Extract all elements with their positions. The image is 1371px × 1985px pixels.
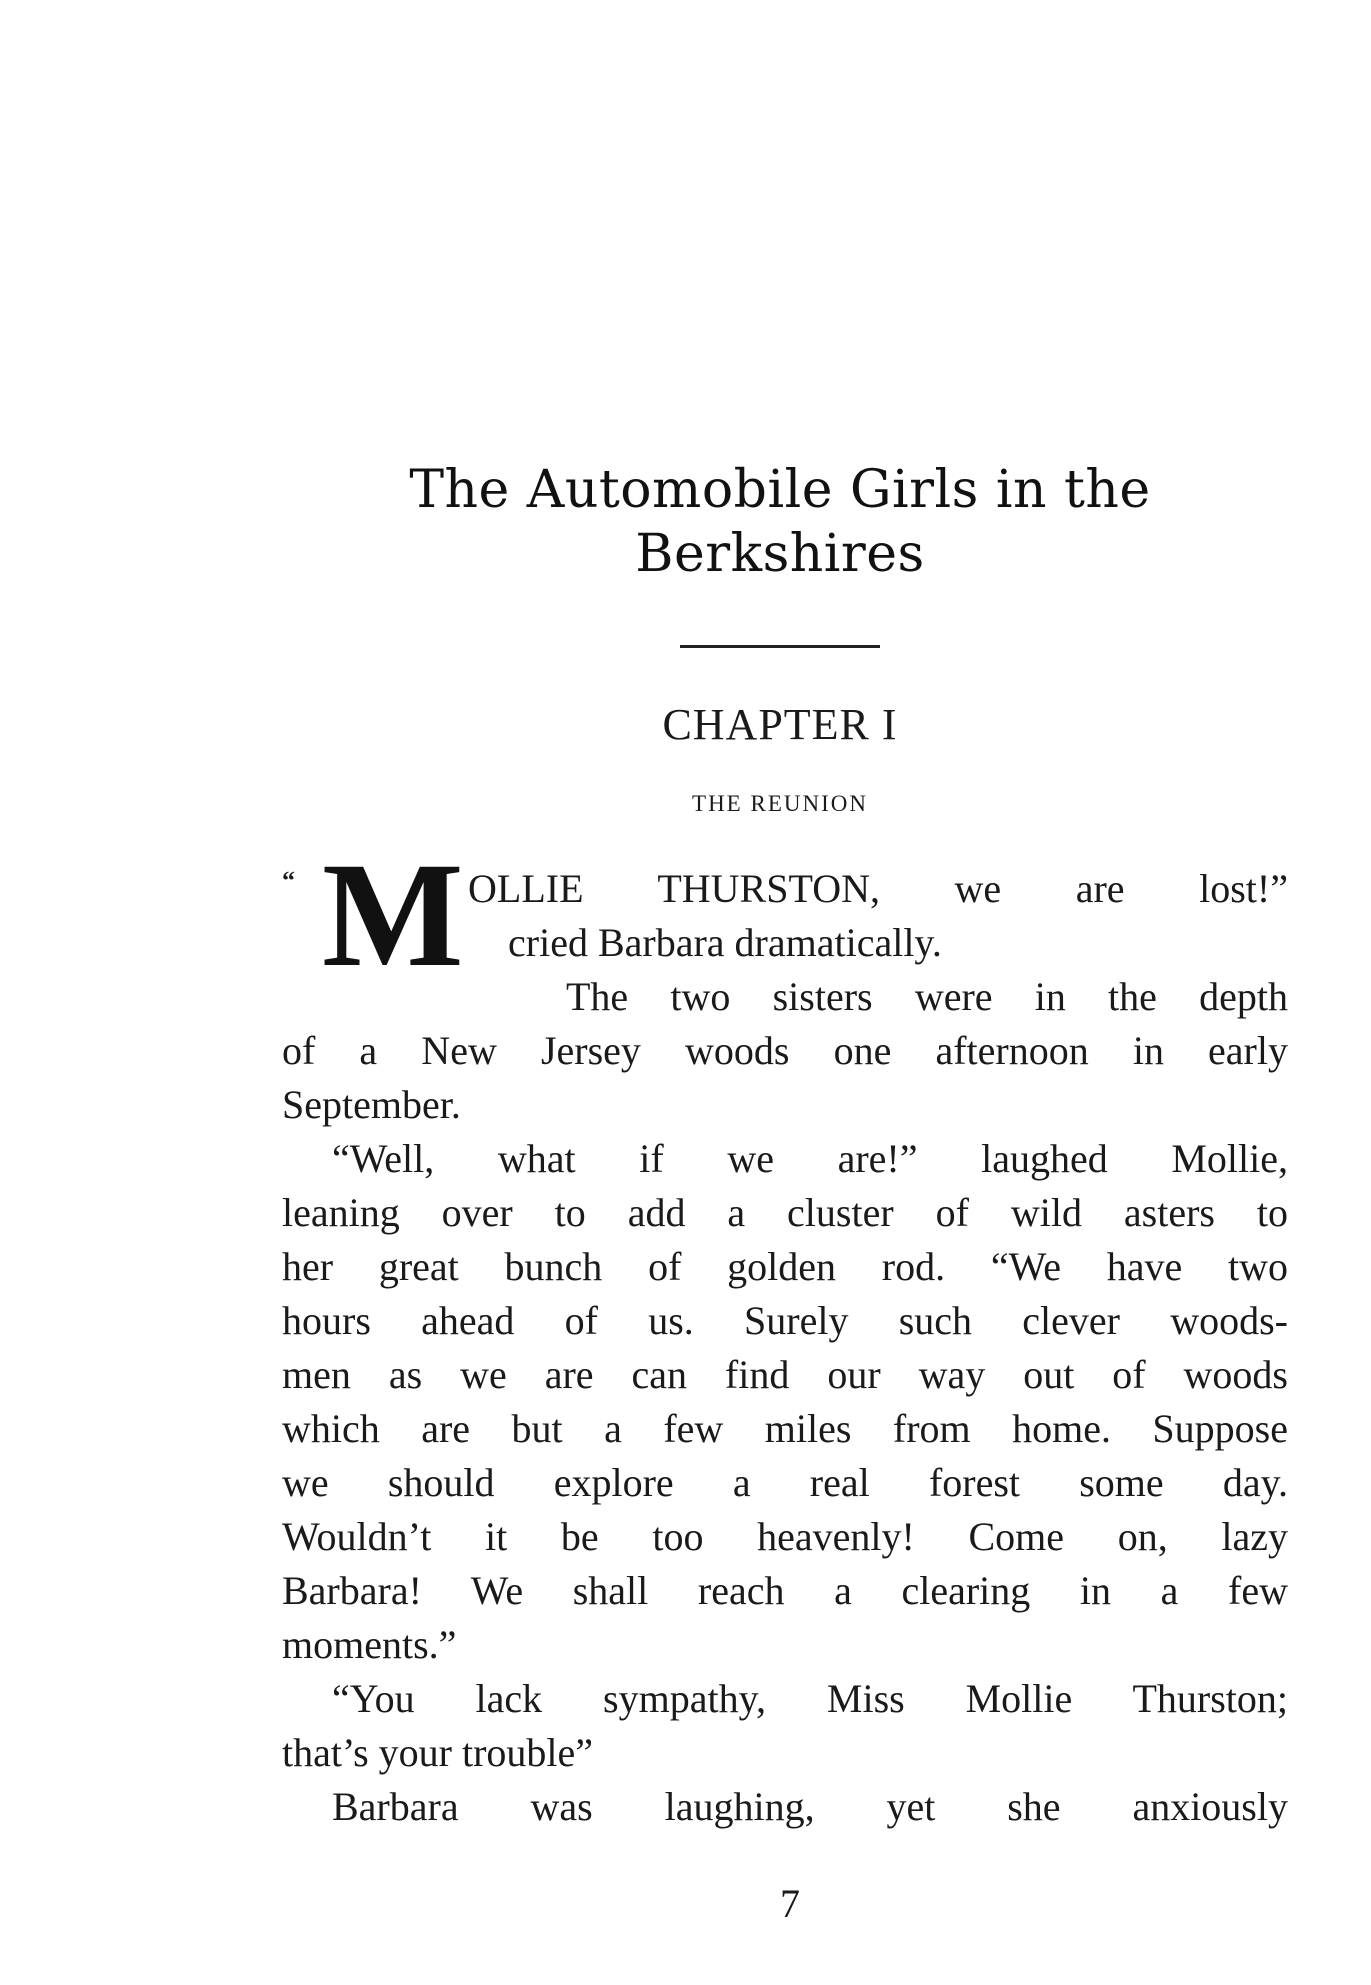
chapter-subtitle: THE REUNION (692, 791, 868, 816)
page-number: 7 (780, 1881, 800, 1926)
body-line: men as we are can find our way out of woods (282, 1352, 1288, 1397)
body-line: “Well, what if we are!” laughed Mollie, (332, 1136, 1288, 1181)
body-line: “You lack sympathy, Miss Mollie Thurston; (332, 1676, 1288, 1721)
opening-line-2: cried Barbara dramatically. (508, 920, 942, 965)
book-title-line-2: Berkshires (635, 524, 925, 584)
body-text (282, 1024, 1288, 1834)
body-line: Barbara was laughing, yet she anxiously (332, 1784, 1288, 1829)
chapter-heading: CHAPTER I (662, 700, 898, 749)
body-line: her great bunch of golden rod. “We have two (282, 1244, 1288, 1289)
body-line: Wouldn’t it be too heavenly! Come on, lazy (282, 1514, 1288, 1559)
drop-cap-letter: M (322, 832, 464, 998)
book-title (380, 458, 1180, 586)
opening-lines (468, 862, 1288, 970)
body-line: hours ahead of us. Surely such clever woods- (282, 1298, 1288, 1343)
body-line: September. (282, 1082, 461, 1127)
book-title-line-1: The Automobile Girls in the (409, 460, 1151, 520)
body-line: Barbara! We shall reach a clearing in a few (282, 1568, 1288, 1613)
opening-quote-mark: “ (282, 866, 295, 895)
opening-line-3: The two sisters were in the depth (566, 974, 1288, 1019)
body-line: that’s your trouble” (282, 1730, 594, 1775)
opening-line-1: OLLIE THURSTON, we are lost!” (468, 866, 1288, 911)
opening-line-3-wrapper (566, 970, 1288, 1024)
body-line: we should explore a real forest some day. (282, 1460, 1288, 1505)
body-line: which are but a few miles from home. Suppose (282, 1406, 1288, 1451)
body-line: of a New Jersey woods one afternoon in early (282, 1028, 1288, 1073)
body-line: leaning over to add a cluster of wild asters to (282, 1190, 1288, 1235)
body-line: moments.” (282, 1622, 457, 1667)
title-divider (680, 645, 880, 648)
